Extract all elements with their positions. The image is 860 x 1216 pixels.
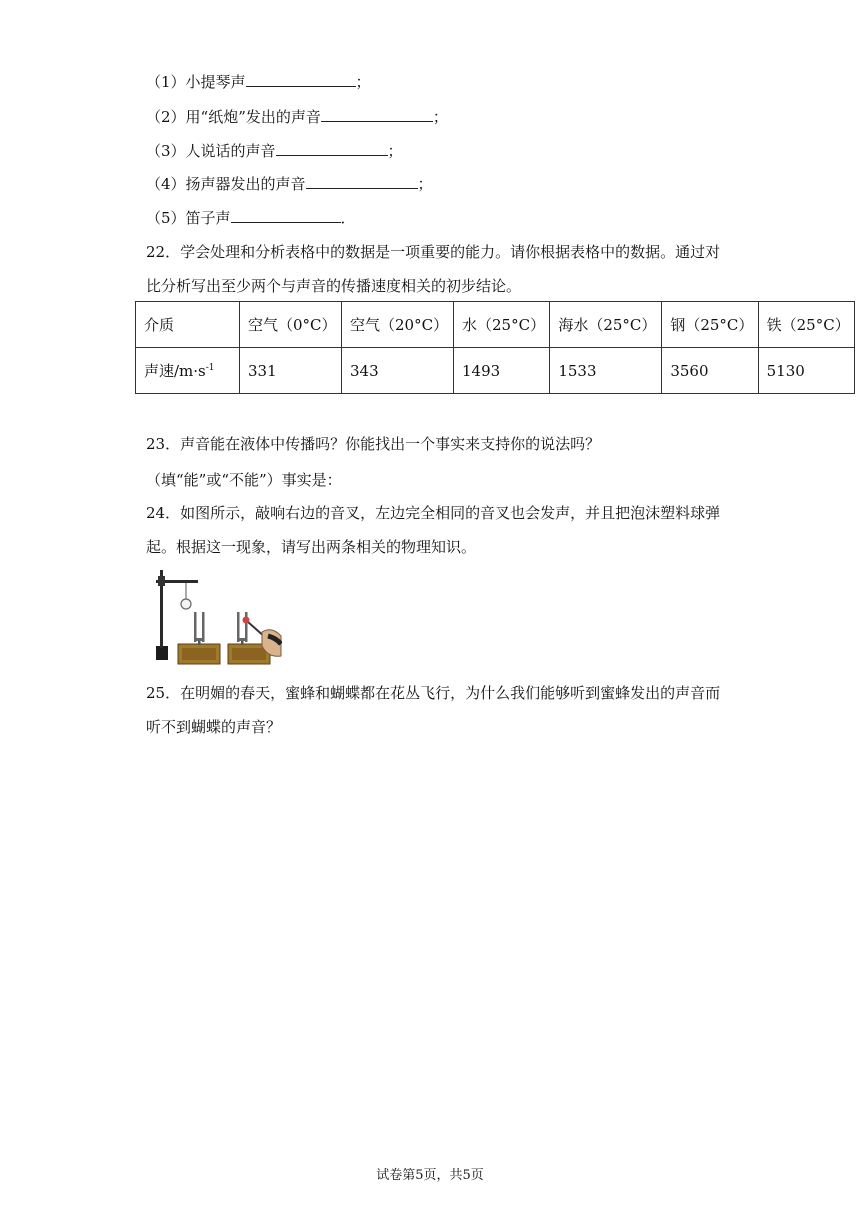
table-row-medium <box>136 302 855 348</box>
table-cell: 海水（25°C） <box>550 302 662 348</box>
q22-line-2: 比分析写出至少两个与声音的传播速度相关的初步结论。 <box>146 277 522 295</box>
table-cell: 水（25°C） <box>454 302 550 348</box>
q23-line-1: 23．声音能在液体中传播吗？你能找出一个事实来支持你的说法吗？ <box>146 435 601 453</box>
q21-item-2 <box>146 107 448 127</box>
left-box-face <box>182 648 216 660</box>
q25-line-2: 听不到蝴蝶的声音？ <box>146 718 282 736</box>
q22-line-1: 22．学会处理和分析表格中的数据是一项重要的能力。请你根据表格中的数据。通过对 <box>146 243 721 261</box>
q24-line-2: 起。根据这一现象，请写出两条相关的物理知识。 <box>146 538 477 556</box>
q21-item-4-punct: ； <box>417 175 433 193</box>
q21-item-1-text: （1）小提琴声 <box>146 73 246 91</box>
page-footer: 试卷第5页，共5页 <box>376 1168 484 1183</box>
table-cell: 1533 <box>550 348 662 394</box>
table-cell: 铁（25°C） <box>758 302 854 348</box>
q21-item-2-text: （2）用“纸炮”发出的声音 <box>146 108 321 126</box>
answer-blank[interactable] <box>231 208 341 223</box>
q21-item-3-text: （3）人说话的声音 <box>146 142 276 160</box>
answer-blank[interactable] <box>246 72 356 87</box>
tuning-fork-resonance-figure <box>150 566 282 666</box>
sound-speed-table <box>135 301 855 394</box>
q25-line-1: 25．在明媚的春天，蜜蜂和蝴蝶都在花丛飞行，为什么我们能够听到蜜蜂发出的声音而 <box>146 684 721 702</box>
q23-line-2: （填“能”或“不能”）事实是： <box>146 471 342 489</box>
speed-label: 声速/m·s <box>144 362 206 380</box>
stand-clamp <box>158 576 165 586</box>
foam-ball <box>181 599 191 609</box>
table-row-speed <box>136 348 855 394</box>
q21-item-2-punct: ； <box>432 108 448 126</box>
answer-blank[interactable] <box>306 174 418 189</box>
table-header-speed <box>136 348 240 394</box>
table-header-medium: 介质 <box>136 302 240 348</box>
table-cell: 331 <box>240 348 342 394</box>
q21-item-3 <box>146 141 403 161</box>
right-box-face <box>232 648 266 660</box>
answer-blank[interactable] <box>321 107 433 122</box>
table-cell: 5130 <box>758 348 854 394</box>
table-cell: 钢（25°C） <box>662 302 758 348</box>
table-cell: 1493 <box>454 348 550 394</box>
q21-item-3-punct: ； <box>387 142 403 160</box>
table-cell: 空气（0°C） <box>240 302 342 348</box>
left-tuning-fork <box>194 612 205 645</box>
q21-item-4-text: （4）扬声器发出的声音 <box>146 175 306 193</box>
stand-base <box>156 646 168 660</box>
q24-line-1: 24．如图所示，敲响右边的音叉，左边完全相同的音叉也会发声，并且把泡沫塑料球弹 <box>146 504 721 522</box>
q21-item-5-punct: ． <box>340 209 356 227</box>
q21-item-1-punct: ； <box>355 73 371 91</box>
answer-blank[interactable] <box>276 141 388 156</box>
q21-item-1 <box>146 72 371 92</box>
table-cell: 343 <box>342 348 454 394</box>
speed-label-exponent: -1 <box>205 363 215 373</box>
q21-item-5 <box>146 208 356 228</box>
table-cell: 3560 <box>662 348 758 394</box>
q21-item-5-text: （5）笛子声 <box>146 209 231 227</box>
table-cell: 空气（20°C） <box>342 302 454 348</box>
q21-item-4 <box>146 174 433 194</box>
